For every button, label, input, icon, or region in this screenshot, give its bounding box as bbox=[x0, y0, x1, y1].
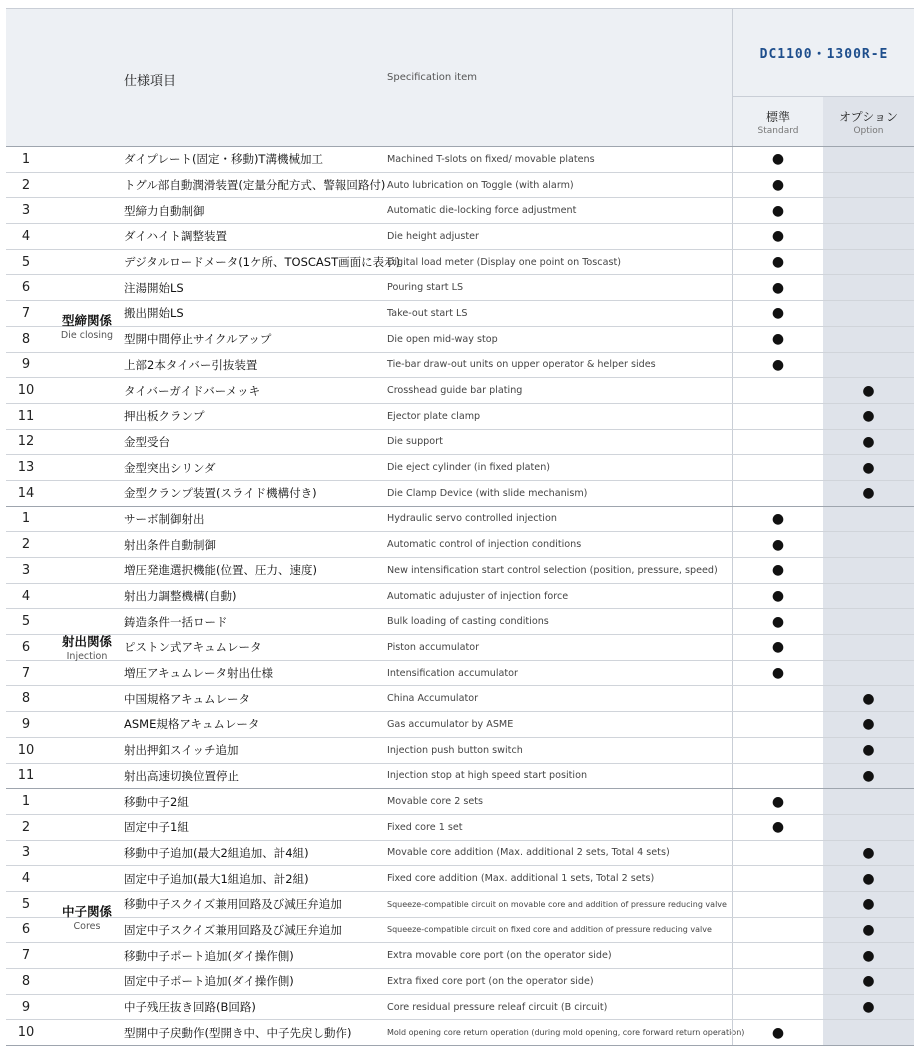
spec-name-jp: 型開中子戻動作(型開き中、中子先戻し動作) bbox=[124, 1025, 352, 1040]
spec-name-en: Piston accumulator bbox=[387, 641, 480, 653]
group-label-jp: 射出関係 bbox=[61, 634, 112, 650]
row-number: 11 bbox=[17, 768, 35, 784]
standard-column-header bbox=[732, 96, 824, 147]
table-row bbox=[6, 789, 914, 815]
standard-cell bbox=[732, 173, 824, 198]
row-number: 7 bbox=[21, 948, 31, 964]
spec-name-jp: 射出押釦スイッチ追加 bbox=[124, 743, 239, 758]
spec-name-en: Squeeze-compatible circuit on fixed core and addition of pressure reducing valve bbox=[387, 925, 712, 935]
option-heading-en: Option bbox=[853, 126, 884, 136]
option-mark: ● bbox=[862, 767, 875, 784]
option-cell bbox=[823, 661, 914, 686]
spec-name-en: Die eject cylinder (in fixed platen) bbox=[387, 462, 551, 474]
row-number: 14 bbox=[17, 485, 35, 501]
standard-cell bbox=[732, 378, 824, 403]
spec-name-jp: ASME規格アキュムレータ bbox=[124, 717, 260, 732]
spec-name-en: Core residual pressure releaf circuit (B circuit) bbox=[387, 1001, 608, 1013]
standard-mark: ● bbox=[771, 588, 785, 605]
option-cell bbox=[823, 841, 914, 866]
model-name-cell bbox=[732, 9, 915, 96]
spec-name-jp: 型開中間停止サイクルアップ bbox=[124, 332, 272, 347]
option-cell bbox=[823, 353, 914, 378]
standard-mark: ● bbox=[771, 228, 785, 245]
option-cell bbox=[823, 918, 914, 943]
spec-name-jp: 鋳造条件一括ロード bbox=[124, 614, 228, 629]
standard-mark: ● bbox=[771, 819, 785, 836]
option-mark: ● bbox=[862, 844, 875, 861]
table-row bbox=[6, 712, 914, 738]
row-number: 6 bbox=[21, 639, 31, 655]
spec-name-en: Die open mid-way stop bbox=[387, 333, 498, 345]
spec-name-jp: 金型クランプ装置(スライド機構付き) bbox=[124, 486, 317, 501]
table-row bbox=[6, 173, 914, 199]
option-cell bbox=[823, 430, 914, 455]
group-label-jp: 型締関係 bbox=[61, 312, 112, 328]
table-row bbox=[6, 275, 914, 301]
standard-cell bbox=[732, 1020, 824, 1045]
spec-name-jp: 固定中子ポート追加(ダイ操作側) bbox=[124, 974, 294, 989]
row-number: 1 bbox=[21, 151, 31, 167]
row-number: 3 bbox=[21, 845, 31, 861]
row-number: 13 bbox=[17, 460, 35, 476]
option-cell bbox=[823, 738, 914, 763]
row-number: 1 bbox=[21, 511, 31, 527]
spec-item-heading-jp: 仕様項目 bbox=[124, 74, 177, 89]
spec-name-en: Digital load meter (Display one point on Toscast) bbox=[387, 256, 621, 268]
table-row bbox=[6, 892, 914, 918]
standard-cell bbox=[732, 686, 824, 711]
row-number: 8 bbox=[21, 331, 31, 347]
row-number: 4 bbox=[21, 588, 31, 604]
option-mark: ● bbox=[862, 973, 875, 990]
option-cell bbox=[823, 943, 914, 968]
option-mark: ● bbox=[862, 921, 875, 938]
table-row bbox=[6, 918, 914, 944]
table-row bbox=[6, 943, 914, 969]
standard-mark: ● bbox=[771, 279, 785, 296]
table-row bbox=[6, 224, 914, 250]
spec-name-en: Injection push button switch bbox=[387, 744, 523, 756]
option-column-header bbox=[823, 96, 914, 147]
spec-name-jp: デジタルロードメータ(1ケ所、TOSCAST画面に表示) bbox=[124, 255, 401, 270]
standard-mark: ● bbox=[771, 562, 785, 579]
option-mark: ● bbox=[862, 485, 875, 502]
spec-name-jp: 射出条件自動制御 bbox=[124, 537, 216, 552]
standard-heading-en: Standard bbox=[757, 126, 799, 136]
spec-name-en: Movable core 2 sets bbox=[387, 796, 484, 808]
spec-name-jp: トグル部自動潤滑装置(定量分配方式、警報回路付) bbox=[124, 178, 386, 193]
option-cell bbox=[823, 686, 914, 711]
standard-cell bbox=[732, 943, 824, 968]
table-row bbox=[6, 969, 914, 995]
standard-mark: ● bbox=[771, 639, 785, 656]
spec-name-jp: 金型受台 bbox=[124, 434, 170, 449]
standard-cell bbox=[732, 275, 824, 300]
spec-name-en: Automatic die-locking force adjustment bbox=[387, 205, 577, 217]
standard-cell bbox=[732, 224, 824, 249]
row-number: 11 bbox=[17, 408, 35, 424]
spec-name-jp: 射出力調整機構(自動) bbox=[124, 589, 237, 604]
option-cell bbox=[823, 404, 914, 429]
standard-cell bbox=[732, 892, 824, 917]
option-mark: ● bbox=[862, 408, 875, 425]
spec-name-jp: 増圧発進選択機能(位置、圧力、速度) bbox=[124, 563, 317, 578]
option-cell bbox=[823, 198, 914, 223]
row-number: 8 bbox=[21, 691, 31, 707]
option-mark: ● bbox=[862, 999, 875, 1016]
standard-cell bbox=[732, 815, 824, 840]
table-row bbox=[6, 198, 914, 224]
standard-cell bbox=[732, 301, 824, 326]
spec-table bbox=[6, 8, 914, 1046]
standard-cell bbox=[732, 738, 824, 763]
option-cell bbox=[823, 866, 914, 891]
spec-name-en: Take-out start LS bbox=[387, 307, 468, 319]
table-row bbox=[6, 301, 914, 327]
spec-name-jp: 搬出開始LS bbox=[124, 306, 184, 321]
option-cell bbox=[823, 635, 914, 660]
option-cell bbox=[823, 507, 914, 532]
standard-mark: ● bbox=[771, 1024, 785, 1041]
spec-name-en: Die height adjuster bbox=[387, 230, 479, 242]
table-row bbox=[6, 481, 914, 507]
spec-name-en: Pouring start LS bbox=[387, 282, 464, 294]
option-cell bbox=[823, 481, 914, 506]
spec-name-en: Automatic adujuster of injection force bbox=[387, 590, 569, 602]
option-cell bbox=[823, 789, 914, 814]
option-mark: ● bbox=[862, 870, 875, 887]
standard-cell bbox=[732, 661, 824, 686]
option-cell bbox=[823, 532, 914, 557]
option-cell bbox=[823, 712, 914, 737]
table-row bbox=[6, 764, 914, 790]
standard-cell bbox=[732, 250, 824, 275]
spec-name-jp: 固定中子追加(最大1組追加、計2組) bbox=[124, 871, 309, 886]
standard-cell bbox=[732, 147, 824, 172]
standard-cell bbox=[732, 507, 824, 532]
spec-name-en: Die support bbox=[387, 436, 443, 448]
row-number: 9 bbox=[21, 716, 31, 732]
spec-name-en: Extra fixed core port (on the operator side) bbox=[387, 975, 594, 987]
standard-mark: ● bbox=[771, 793, 785, 810]
table-row bbox=[6, 507, 914, 533]
option-heading-jp: オプション bbox=[839, 110, 898, 124]
spec-name-jp: 中子残圧抜き回路(B回路) bbox=[124, 1000, 256, 1015]
standard-cell bbox=[732, 866, 824, 891]
spec-name-jp: ピストン式アキュムレータ bbox=[124, 640, 262, 655]
option-cell bbox=[823, 995, 914, 1020]
standard-cell bbox=[732, 712, 824, 737]
option-mark: ● bbox=[862, 896, 875, 913]
row-number: 3 bbox=[21, 562, 31, 578]
table-row bbox=[6, 866, 914, 892]
table-row bbox=[6, 584, 914, 610]
option-cell bbox=[823, 250, 914, 275]
row-number: 8 bbox=[21, 973, 31, 989]
row-number: 6 bbox=[21, 922, 31, 938]
spec-name-jp: 移動中子ポート追加(ダイ操作側) bbox=[124, 948, 294, 963]
model-name: DC1100・1300R-E bbox=[759, 47, 889, 62]
spec-name-en: Mold opening core return operation (during mold opening, core forward return operation) bbox=[387, 1028, 745, 1038]
table-header bbox=[6, 8, 914, 146]
standard-cell bbox=[732, 481, 824, 506]
option-cell bbox=[823, 327, 914, 352]
row-number: 10 bbox=[17, 742, 35, 758]
table-row bbox=[6, 815, 914, 841]
option-cell bbox=[823, 301, 914, 326]
spec-name-en: Automatic control of injection conditions bbox=[387, 539, 582, 551]
spec-name-jp: 型締力自動制御 bbox=[124, 203, 205, 218]
option-cell bbox=[823, 147, 914, 172]
spec-name-jp: 射出高速切換位置停止 bbox=[124, 768, 239, 783]
standard-cell bbox=[732, 789, 824, 814]
row-number: 2 bbox=[21, 537, 31, 553]
row-number: 5 bbox=[21, 614, 31, 630]
row-number: 3 bbox=[21, 203, 31, 219]
table-row bbox=[6, 1020, 914, 1046]
spec-item-heading-en: Specification item bbox=[387, 72, 477, 83]
spec-name-en: Hydraulic servo controlled injection bbox=[387, 513, 557, 525]
standard-mark: ● bbox=[771, 536, 785, 553]
standard-cell bbox=[732, 558, 824, 583]
option-cell bbox=[823, 764, 914, 789]
table-row bbox=[6, 609, 914, 635]
standard-mark: ● bbox=[771, 305, 785, 322]
standard-mark: ● bbox=[771, 613, 785, 630]
row-number: 7 bbox=[21, 305, 31, 321]
table-row bbox=[6, 738, 914, 764]
option-mark: ● bbox=[862, 716, 875, 733]
spec-name-en: Tie-bar draw-out units on upper operator & helper sides bbox=[387, 359, 656, 371]
group-label-jp: 中子関係 bbox=[61, 904, 112, 919]
option-cell bbox=[823, 455, 914, 480]
standard-cell bbox=[732, 584, 824, 609]
row-number: 2 bbox=[21, 819, 31, 835]
standard-heading-jp: 標準 bbox=[765, 110, 790, 124]
option-mark: ● bbox=[862, 433, 875, 450]
spec-name-en: Fixed core 1 set bbox=[387, 821, 463, 833]
option-cell bbox=[823, 275, 914, 300]
row-number: 2 bbox=[21, 177, 31, 193]
spec-name-en: New intensification start control selection (position, pressure, speed) bbox=[387, 564, 718, 576]
standard-mark: ● bbox=[771, 177, 785, 194]
standard-mark: ● bbox=[771, 356, 785, 373]
standard-cell bbox=[732, 995, 824, 1020]
table-row bbox=[6, 635, 914, 661]
standard-cell bbox=[732, 841, 824, 866]
spec-name-en: Machined T-slots on fixed/ movable platens bbox=[387, 153, 595, 165]
standard-mark: ● bbox=[771, 202, 785, 219]
option-mark: ● bbox=[862, 742, 875, 759]
table-row bbox=[6, 995, 914, 1021]
option-mark: ● bbox=[862, 690, 875, 707]
standard-cell bbox=[732, 430, 824, 455]
option-cell bbox=[823, 584, 914, 609]
spec-name-en: China Accumulator bbox=[387, 693, 479, 705]
spec-name-en: Intensification accumulator bbox=[387, 667, 518, 679]
table-row bbox=[6, 404, 914, 430]
spec-name-en: Die Clamp Device (with slide mechanism) bbox=[387, 487, 588, 499]
row-number: 10 bbox=[17, 383, 35, 399]
table-row bbox=[6, 841, 914, 867]
spec-name-jp: 固定中子1組 bbox=[124, 820, 189, 835]
standard-mark: ● bbox=[771, 510, 785, 527]
table-row bbox=[6, 353, 914, 379]
spec-name-jp: 押出板クランプ bbox=[124, 409, 205, 424]
option-mark: ● bbox=[862, 459, 875, 476]
row-number: 4 bbox=[21, 871, 31, 887]
standard-cell bbox=[732, 455, 824, 480]
row-number: 10 bbox=[17, 1025, 35, 1041]
row-number: 1 bbox=[21, 794, 31, 810]
option-cell bbox=[823, 815, 914, 840]
spec-name-jp: ダイプレート(固定・移動)T溝機械加工 bbox=[124, 152, 323, 167]
spec-name-jp: 中国規格アキュムレータ bbox=[124, 691, 251, 706]
spec-name-en: Injection stop at high speed start position bbox=[387, 770, 588, 782]
table-row bbox=[6, 455, 914, 481]
standard-mark: ● bbox=[771, 254, 785, 271]
spec-name-jp: 移動中子追加(最大2組追加、計4組) bbox=[124, 845, 309, 860]
standard-cell bbox=[732, 353, 824, 378]
option-cell bbox=[823, 378, 914, 403]
standard-cell bbox=[732, 918, 824, 943]
spec-name-en: Bulk loading of casting conditions bbox=[387, 616, 549, 628]
option-mark: ● bbox=[862, 382, 875, 399]
row-number: 7 bbox=[21, 665, 31, 681]
standard-cell bbox=[732, 609, 824, 634]
option-cell bbox=[823, 558, 914, 583]
row-number: 9 bbox=[21, 999, 31, 1015]
spec-name-jp: 移動中子スクイズ兼用回路及び減圧弁追加 bbox=[124, 897, 342, 912]
spec-name-jp: 注湯開始LS bbox=[124, 280, 184, 295]
row-number: 5 bbox=[21, 254, 31, 270]
standard-mark: ● bbox=[771, 665, 785, 682]
option-cell bbox=[823, 224, 914, 249]
standard-cell bbox=[732, 532, 824, 557]
row-number: 9 bbox=[21, 357, 31, 373]
standard-cell bbox=[732, 327, 824, 352]
row-number: 5 bbox=[21, 896, 31, 912]
row-number: 6 bbox=[21, 280, 31, 296]
option-cell bbox=[823, 969, 914, 994]
standard-mark: ● bbox=[771, 331, 785, 348]
row-number: 12 bbox=[17, 434, 35, 450]
group-label-en: Injection bbox=[66, 651, 108, 663]
spec-name-en: Crosshead guide bar plating bbox=[387, 385, 523, 397]
table-body bbox=[6, 146, 914, 1046]
option-mark: ● bbox=[862, 947, 875, 964]
option-cell bbox=[823, 892, 914, 917]
group-label-en: Cores bbox=[73, 921, 101, 932]
option-cell bbox=[823, 1020, 914, 1045]
table-row bbox=[6, 558, 914, 584]
table-row bbox=[6, 378, 914, 404]
table-row bbox=[6, 686, 914, 712]
spec-name-jp: 上部2本タイバー引抜装置 bbox=[124, 357, 258, 372]
spec-name-en: Extra movable core port (on the operator side) bbox=[387, 950, 612, 962]
spec-name-en: Movable core addition (Max. additional 2 sets, Total 4 sets) bbox=[387, 847, 670, 859]
spec-name-jp: ダイハイト調整装置 bbox=[124, 229, 228, 244]
spec-name-jp: サーボ制御射出 bbox=[124, 511, 205, 526]
table-row bbox=[6, 532, 914, 558]
table-row bbox=[6, 327, 914, 353]
standard-cell bbox=[732, 635, 824, 660]
table-row bbox=[6, 661, 914, 687]
spec-name-jp: 金型突出シリンダ bbox=[124, 460, 216, 475]
table-row bbox=[6, 250, 914, 276]
spec-name-en: Fixed core addition (Max. additional 1 sets, Total 2 sets) bbox=[387, 873, 655, 885]
standard-cell bbox=[732, 198, 824, 223]
spec-name-en: Gas accumulator by ASME bbox=[387, 718, 514, 730]
row-number: 4 bbox=[21, 228, 31, 244]
standard-mark: ● bbox=[771, 151, 785, 168]
group-label-en: Die closing bbox=[60, 329, 114, 341]
standard-cell bbox=[732, 404, 824, 429]
table-row bbox=[6, 146, 914, 173]
standard-cell bbox=[732, 969, 824, 994]
option-cell bbox=[823, 609, 914, 634]
spec-name-jp: タイバーガイドバーメッキ bbox=[124, 383, 261, 398]
spec-name-en: Auto lubrication on Toggle (with alarm) bbox=[387, 179, 574, 191]
spec-name-jp: 移動中子2組 bbox=[124, 794, 189, 809]
table-row bbox=[6, 430, 914, 456]
option-cell bbox=[823, 173, 914, 198]
spec-name-en: Squeeze-compatible circuit on movable core and addition of pressure reducing valve bbox=[387, 899, 727, 909]
spec-name-jp: 固定中子スクイズ兼用回路及び減圧弁追加 bbox=[124, 922, 342, 937]
spec-name-jp: 増圧アキュムレータ射出仕様 bbox=[124, 666, 274, 681]
standard-cell bbox=[732, 764, 824, 789]
spec-name-en: Ejector plate clamp bbox=[387, 410, 481, 422]
